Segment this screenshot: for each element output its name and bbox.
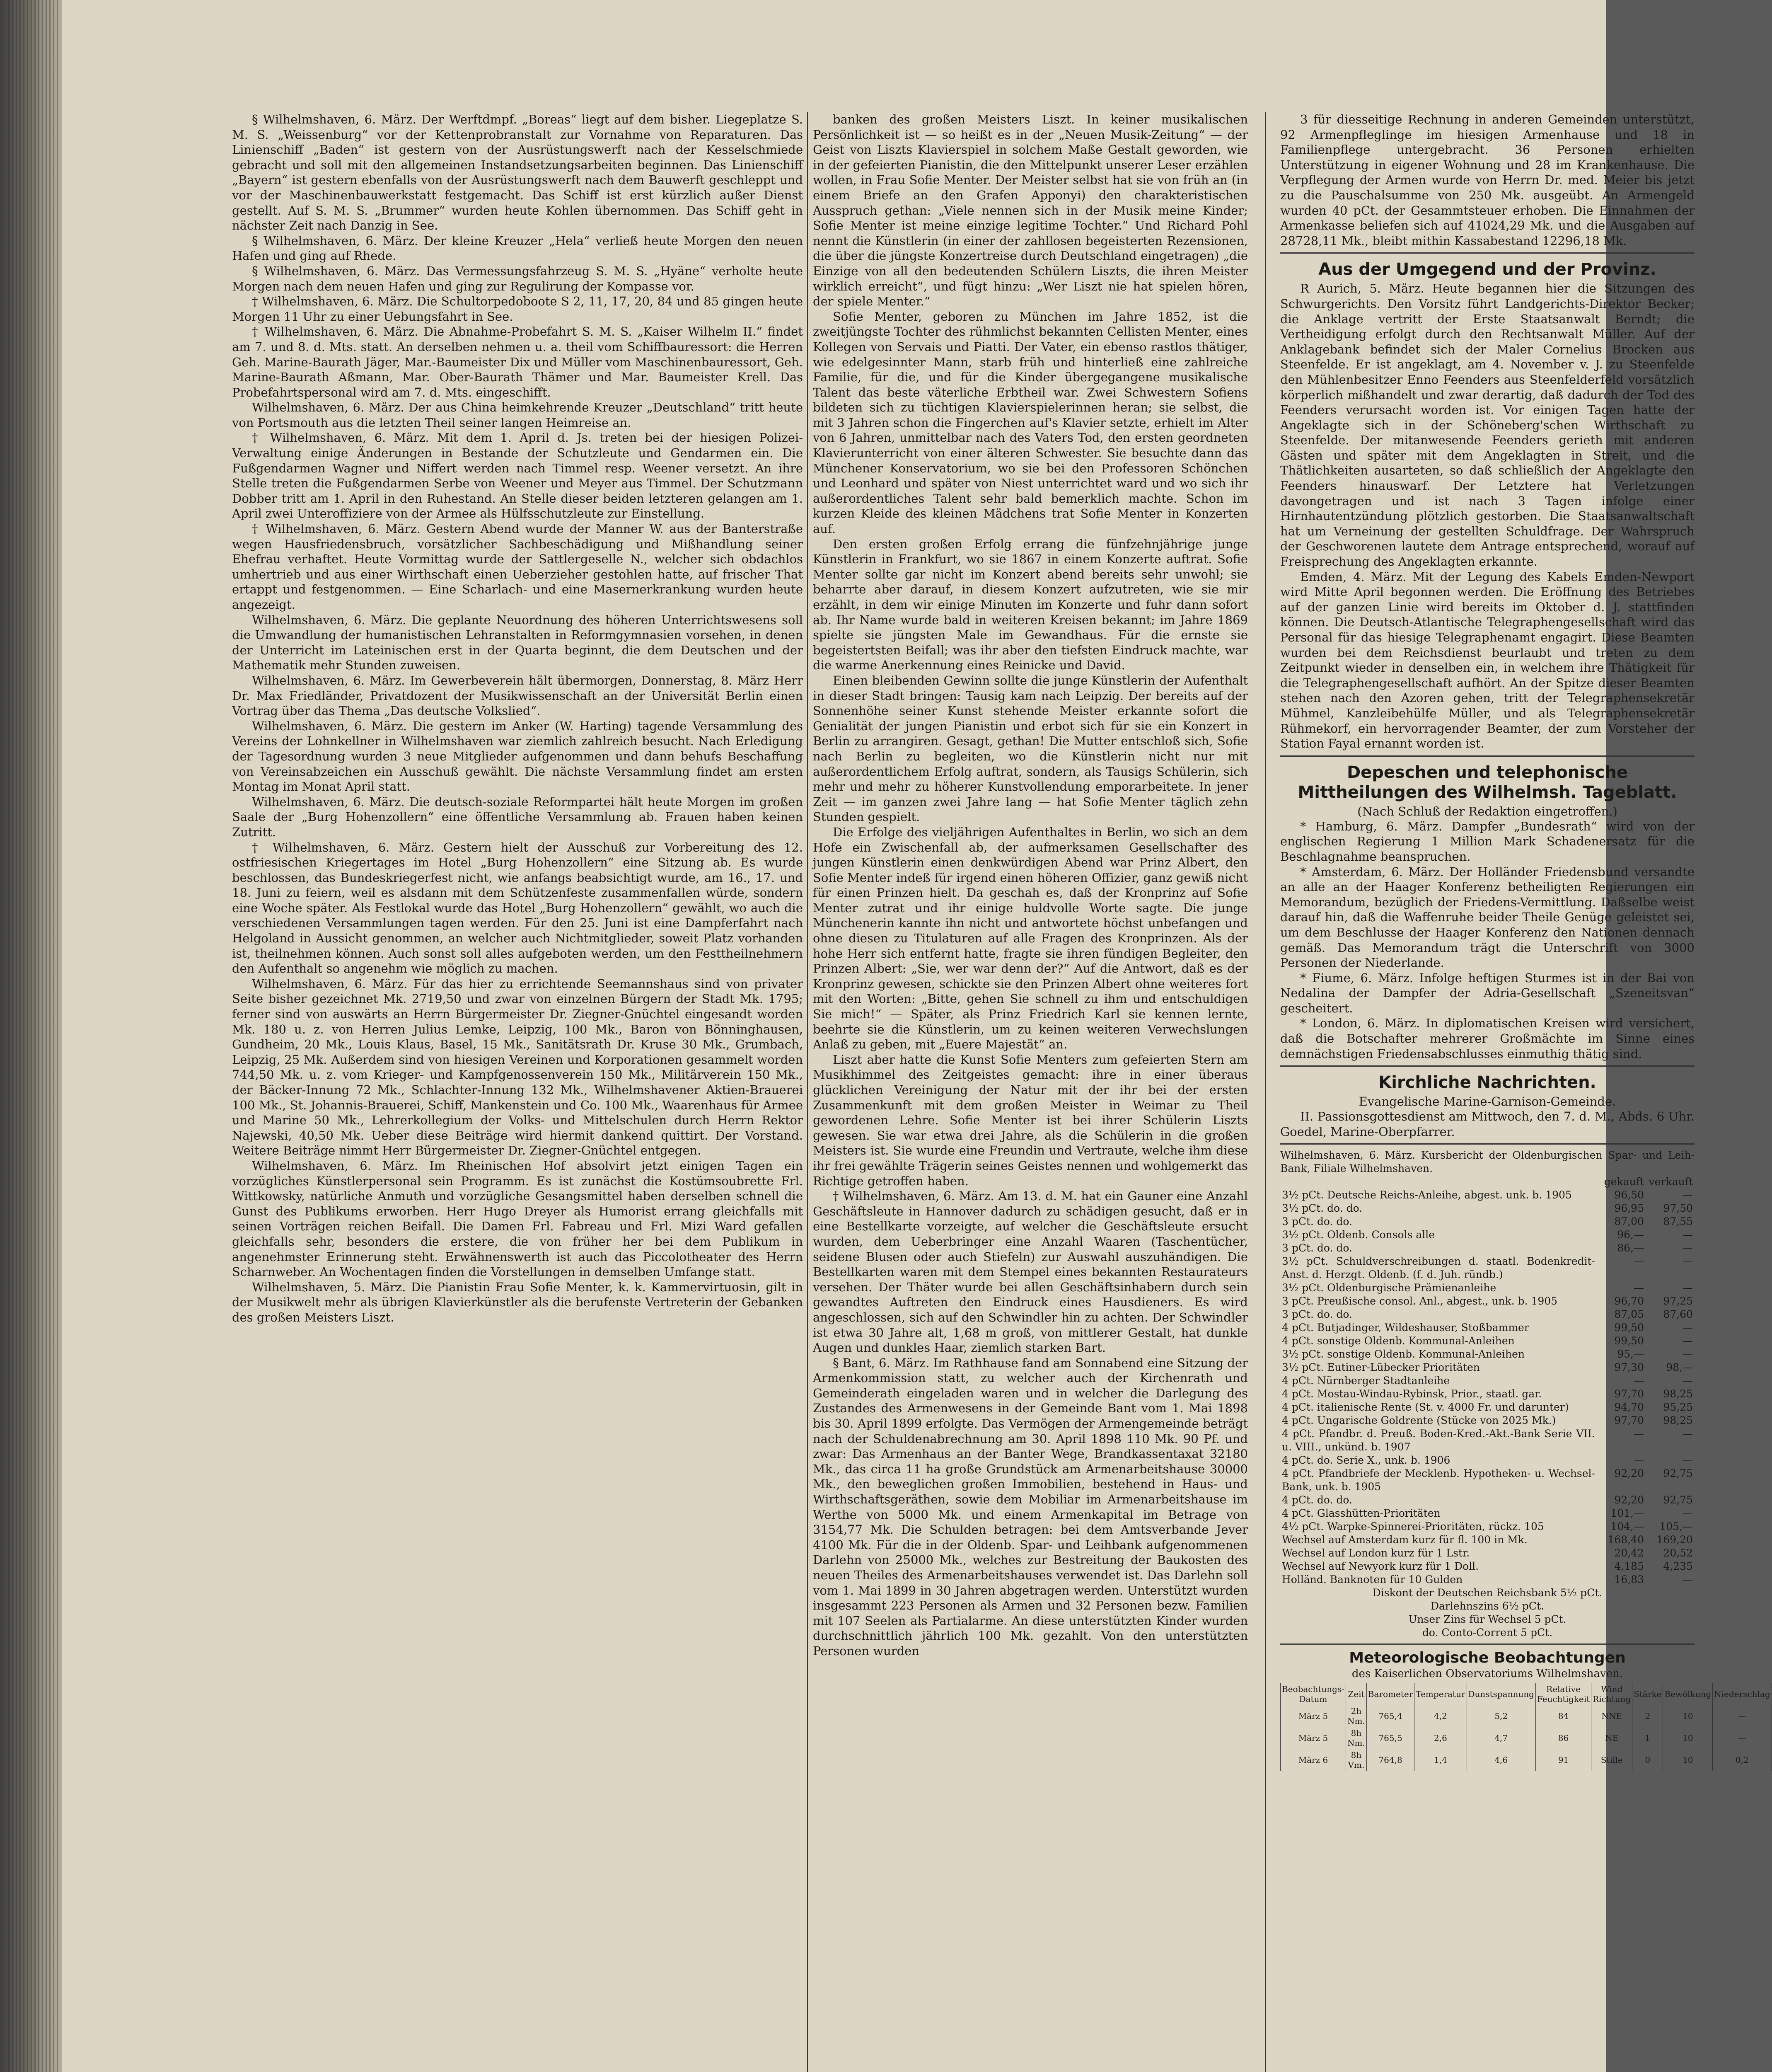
kursbericht-buy: 95,— xyxy=(1617,1348,1644,1360)
meteo-cell: 86 xyxy=(1535,1727,1591,1749)
feuilleton-paragraph: banken des großen Meisters Liszt. In keiner musikalischen Persönlichkeit ist — so heißt es in der „Neuen Musik-Zeitung“ — der Geist von Liszts Klavierspiel in solchem Maße Gestalt geworden, wie in der gefeierten Pianistin, die den Mittelpunkt unserer Leser erzählen wollen, in Frau Sofie Menter. Der Meister selbst hat sie von früh an (in einem Briefe an den Grafen Apponyi) den charakteristischen Ausspruch gethan: „Viele nennen sich in der Musik meine Kinder; Sofie Menter ist meine einzige legitime Tochter.“ Und Richard Pohl nennt die Künstlerin (in einer der zahllosen begeisterten Rezensionen, die über die jüngste Konzertreise durch Deutschland eingetragen) „die Einzige von all den bedeutenden Schülern Liszts, die ihren Meister wirklich erreicht“, und fügt hinzu: „Wer Liszt nie hat spielen hören, der spiele Menter.“ xyxy=(813,112,1248,309)
meteo-header-cell: Wind Richtung xyxy=(1591,1683,1632,1705)
kursbericht-sell: — xyxy=(1683,1428,1693,1440)
meteo-cell: 8h Nm. xyxy=(1346,1727,1367,1749)
kursbericht-sell: 97,50 xyxy=(1663,1202,1693,1215)
meteo-cell: 10 xyxy=(1663,1727,1713,1749)
church-heading: Kirchliche Nachrichten. xyxy=(1378,1073,1596,1092)
kursbericht-sell: 98,— xyxy=(1666,1361,1693,1374)
kursbericht-buy: 86,— xyxy=(1617,1242,1644,1254)
kursbericht-buy: 97,70 xyxy=(1614,1388,1644,1400)
kursbericht-sell: 105,— xyxy=(1659,1520,1693,1533)
news-paragraph: † Wilhelmshaven, 6. März. Die Schultorpedoboote S 2, 11, 17, 20, 84 und 85 gingen heute Morgen 11 Uhr zu einer Uebungsfahrt in See. xyxy=(232,294,803,324)
meteo-cell: — xyxy=(1713,1727,1772,1749)
kursbericht-label: 3½ pCt. Eutiner-Lübecker Prioritäten xyxy=(1282,1361,1480,1374)
meteo-cell: März 6 xyxy=(1281,1749,1346,1771)
kursbericht-header-cell xyxy=(1280,1175,1597,1188)
kursbericht-sell: — xyxy=(1683,1573,1693,1586)
meteo-cell: 0,2 xyxy=(1713,1749,1772,1771)
kursbericht-sell: — xyxy=(1683,1255,1693,1268)
armen-continuation: 3 für diesseitige Rechnung in anderen Gemeinden unterstützt, 92 Armenpfleglinge im hiesigen Armenhause und 18 in Familienpflege untergebracht. 36 Personen erhielten Unterstützung in eigener Wohnung und 28 im Krankenhause. Die Verpflegung der Armen wurde von Herrn Dr. med. Meier bis jetzt zu die Pauschalsumme von 250 Mk. ausgeübt. An Armengeld wurden 40 pCt. der Gesammtsteuer erhoben. Die Einnahmen der Armenkasse beliefen sich auf 41024,29 Mk. und die Ausgaben auf 28728,11 Mk., bleibt mithin Kassabestand 12296,18 Mk. xyxy=(1280,112,1695,248)
meteo-cell: 764,8 xyxy=(1366,1749,1414,1771)
newspaper-page xyxy=(62,0,1770,2072)
depesche-paragraph: * Amsterdam, 6. März. Der Holländer Friedensbund versandte an alle an der Haager Konferenz betheiligten Regierungen ein Memorandum, bezüglich der Friedens-Vermittlung. Daßselbe weist darauf hin, daß die Waffenruhe beider Theile Genüge geleistet sei, um dem Beschlusse der Haager Konferenz den Nationen dennach gemäß. Das Memorandum trägt die Unterschrift von 3000 Personen der Niederlande. xyxy=(1280,864,1695,970)
depeschen-list xyxy=(1280,819,1695,1062)
kursbericht-label: 3 pCt. do. do. xyxy=(1282,1215,1352,1228)
kursbericht-label: 4 pCt. Pfandbriefe der Mecklenb. Hypotheken- u. Wechsel-Bank, unk. b. 1905 xyxy=(1282,1467,1595,1493)
kursbericht-buy: — xyxy=(1634,1454,1644,1467)
region-paragraph: Emden, 4. März. Mit der Legung des Kabels Emden-Newport wird Mitte April begonnen werden. Die Eröffnung des Betriebes auf der ganzen Linie wird bereits im Oktober d. J. stattfinden können. Die Deutsch-Atlantische Telegraphengesellschaft wird das Personal für das hiesige Telegraphenamt engagirt. Diese Beamten wurden bei dem Reichsdienst beurlaubt und treten zu dem Zeitpunkt wieder in denselben ein, in welchem ihre Thätigkeit für die Telegraphengesellschaft aufhört. An der Spitze dieser Beamten stehen nach den Azoren gehen, tritt der Telegraphensekretär Mühmel, Kanzleibehülfe Müller, und als Telegraphensekretär Rühmekorf, ein hervorragender Beamter, der zum Vorsteher der Station Fayal ernannt worden ist. xyxy=(1280,569,1695,751)
news-paragraph: Wilhelmshaven, 6. März. Die deutsch-soziale Reformpartei hält heute Morgen im großen Saale der „Burg Hohenzollern“ eine öffentliche Versammlung ab. Frauen haben keinen Zutritt. xyxy=(232,794,803,839)
kursbericht-row xyxy=(1280,1281,1695,1295)
kursbericht-buy: 101,— xyxy=(1610,1507,1644,1520)
kursbericht-label: 4 pCt. Mostau-Windau-Rybinsk, Prior., staatl. gar. xyxy=(1282,1388,1542,1400)
church-subheading: Evangelische Marine-Garnison-Gemeinde. xyxy=(1359,1094,1616,1109)
kursbericht-sell: — xyxy=(1683,1348,1693,1360)
kursbericht-footer-line: Darlehnszins 6½ pCt. xyxy=(1431,1600,1544,1612)
meteo-cell: 84 xyxy=(1535,1705,1591,1727)
kursbericht-buy: 4,185 xyxy=(1614,1560,1644,1573)
kursbericht-header-cell: verkauft xyxy=(1649,1176,1693,1188)
kursbericht-buy: 99,50 xyxy=(1614,1335,1644,1347)
meteo-heading: Meteorologische Beobachtungen xyxy=(1349,1649,1626,1667)
meteo-table xyxy=(1280,1683,1772,1771)
kursbericht-label: 4 pCt. Nürnberger Stadtanleihe xyxy=(1282,1375,1450,1387)
kursbericht-sell: — xyxy=(1683,1282,1693,1294)
kursbericht-label: 4 pCt. italienische Rente (St. v. 4000 Fr. und darunter) xyxy=(1282,1401,1569,1414)
kursbericht-row xyxy=(1280,1361,1695,1374)
feuilleton-paragraph: Liszt aber hatte die Kunst Sofie Menters zum gefeierten Stern am Musikhimmel des Zeitgeistes gemacht: ihre in einer überaus glücklichen Vereinigung der Natur mit der ihr bei der ersten Zusammenkunft mit dem großen Meister in Weimar zu Theil gewordenen Lehre. Sofie Menter ist bei ihrer Schülerin Liszts gewesen. Sie war etwa drei Jahre, als die Schülerin in die großen Meisters ist. Sie wurde eine Freundin und Vertraute, welche ihm diese ihr frei gewählte Trägerin seines Geistes nennen und wohlgemerkt das Richtige getroffen haben. xyxy=(813,1052,1248,1188)
meteo-cell: 2 xyxy=(1632,1705,1663,1727)
meteo-cell: 10 xyxy=(1663,1749,1713,1771)
news-paragraph: Wilhelmshaven, 6. März. Der aus China heimkehrende Kreuzer „Deutschland“ tritt heute von Portsmouth aus die letzten Theil seiner langen Heimreise an. xyxy=(232,400,803,430)
news-paragraph: Wilhelmshaven, 6. März. Die geplante Neuordnung des höheren Unterrichtswesens soll die Umwandlung der humanistischen Lehranstalten in Reformgymnasien vorsehen, in denen der Unterricht im Lateinischen erst in der Quarta beginnt, die dem Deutschen und der Mathematik mehr Stunden zuweisen. xyxy=(232,612,803,673)
kursbericht-label: 4 pCt. Glasshütten-Prioritäten xyxy=(1282,1507,1441,1520)
meteo-subheading: des Kaiserlichen Observatoriums Wilhelmshaven. xyxy=(1351,1668,1623,1680)
kursbericht-row xyxy=(1280,1573,1695,1586)
region-news xyxy=(1280,281,1695,751)
kursbericht-buy: — xyxy=(1634,1428,1644,1440)
depesche-paragraph: * Hamburg, 6. März. Dampfer „Bundesrath“ wird von der englischen Regierung 1 Million Mark Schadenersatz für die Beschlagnahme beanspruchen. xyxy=(1280,819,1695,864)
meteo-cell: 765,5 xyxy=(1366,1727,1414,1749)
kursbericht-footer xyxy=(1280,1586,1695,1639)
meteo-cell: 5,2 xyxy=(1467,1705,1535,1727)
kursbericht-label: 3½ pCt. Schuldverschreibungen d. staatl. Bodenkredit-Anst. d. Herzgt. Oldenb. (f. d. Juh. ründb.) xyxy=(1282,1255,1595,1281)
kursbericht-row xyxy=(1280,1202,1695,1215)
kursbericht-row xyxy=(1280,1507,1695,1520)
meteo-cell: 0 xyxy=(1632,1749,1663,1771)
kursbericht-label: 4 pCt. do. do. xyxy=(1282,1494,1352,1506)
kursbericht-buy: — xyxy=(1634,1375,1644,1387)
kursbericht-sell: — xyxy=(1683,1454,1693,1467)
kursbericht-buy: 96,70 xyxy=(1614,1295,1644,1307)
kursbericht-label: 4 pCt. Butjadinger, Wildeshauser, Stoßbammer xyxy=(1282,1322,1529,1334)
meteo-header-cell: Temperatur xyxy=(1414,1683,1467,1705)
meteo-header-cell: Relative Feuchtigkeit xyxy=(1535,1683,1591,1705)
depeschen-heading: Depeschen und telephonische Mittheilungen des Wilhelmsh. Tageblatt. xyxy=(1298,762,1677,802)
kursbericht-row xyxy=(1280,1242,1695,1255)
meteo-cell: 765,4 xyxy=(1366,1705,1414,1727)
meteo-cell: 8h Vm. xyxy=(1346,1749,1367,1771)
kursbericht-buy: 99,50 xyxy=(1614,1322,1644,1334)
section-rule xyxy=(1280,1065,1695,1067)
kursbericht-label: Wechsel auf London kurz für 1 Lstr. xyxy=(1282,1547,1470,1559)
kursbericht-label: 4 pCt. do. Serie X., unk. b. 1906 xyxy=(1282,1454,1450,1467)
kursbericht-sell: — xyxy=(1683,1322,1693,1334)
section-rule xyxy=(1280,1644,1695,1645)
news-paragraph: Wilhelmshaven, 6. März. Im Rheinischen Hof absolvirt jetzt einigen Tagen ein vorzügliches Künstlerpersonal sein Programm. Es ist zunächst die Kostümsoubrette Frl. Wittkowsky, natürliche Anmuth und vorzügliche Gesangsmittel haben derselben schnell die Gunst des Publikums erworben. Herr Hugo Dreyer als Humorist errang gleichfalls mit seinen Vorträgen reichen Beifall. Die Damen Frl. Fabreau und Frl. Mizi Ward gefallen gleichfalls sehr, besonders die erstere, die von früher her bei dem Publikum in angenehmster Erinnerung steht. Erwähnenswerth ist auch das Piccolotheater des Herrn Scharnweber. An Wochentagen finden die Vorstellungen in demselben Umfange statt. xyxy=(232,1158,803,1279)
kursbericht-buy: 92,20 xyxy=(1614,1467,1644,1480)
meteo-cell: 4,2 xyxy=(1414,1705,1467,1727)
meteo-header-cell: Dunstspannung xyxy=(1467,1683,1535,1705)
column-feuilleton xyxy=(813,112,1248,2072)
kursbericht-header-row xyxy=(1280,1175,1695,1188)
meteo-header-cell: Bewölkung xyxy=(1663,1683,1713,1705)
news-paragraph: † Wilhelmshaven, 6. März. Gestern hielt der Ausschuß zur Vorbereitung des 12. ostfriesischen Kriegertages im Hotel „Burg Hohenzollern“ eine Sitzung ab. Es wurde beschlossen, das Bundeskriegerfest nicht, wie anfangs beabsichtigt wurde, am 16., 17. und 18. Juni zu feiern, weil es alsdann mit dem Schützenfeste zusammenfallen würde, sondern eine Woche später. Als Festlokal wurde das Hotel „Burg Hohenzollern“ gewählt, wo auch die verschiedenen Versammlungen tagen werden. Für den 25. Juni ist eine Dampferfahrt nach Helgoland in Aussicht genommen, an welcher auch Nichtmitglieder, soweit Platz vorhanden ist, theilnehmen können. Auch sonst soll alles aufgeboten werden, um den Festtheilnehmern den Aufenthalt so angenehm wie möglich zu machen. xyxy=(232,840,803,976)
meteo-cell: März 5 xyxy=(1281,1727,1346,1749)
depeschen-subheading: (Nach Schluß der Redaktion eingetroffen.) xyxy=(1357,804,1617,818)
kursbericht-sell: 97,25 xyxy=(1663,1295,1693,1307)
column-rule xyxy=(807,112,808,2072)
meteo-row xyxy=(1281,1705,1772,1727)
kursbericht-label: Wechsel auf Amsterdam kurz für fl. 100 in Mk. xyxy=(1282,1534,1528,1546)
kursbericht-buy: 96,50 xyxy=(1614,1189,1644,1201)
news-paragraph: Wilhelmshaven, 5. März. Die Pianistin Frau Sofie Menter, k. k. Kammervirtuosin, gilt in der Musikwelt mehr als übrigen Klavierkünstler als die berufenste Vertreterin der Gebanken des großen Meisters Liszt. xyxy=(232,1280,803,1324)
meteo-row xyxy=(1281,1749,1772,1771)
kursbericht-buy: 16,83 xyxy=(1614,1573,1644,1586)
kursbericht-label: 3½ pCt. Oldenb. Consols alle xyxy=(1282,1229,1435,1241)
feuilleton-paragraph: § Bant, 6. März. Im Rathhause fand am Sonnabend eine Sitzung der Armenkommission statt, zu welcher auch der Kirchenrath und Gemeinderath eingeladen waren und in welcher die Darlegung des Zustandes des Armenwesens in der Gemeinde Bant vom 1. Mai 1898 bis 30. April 1899 erfolgte. Das Vermögen der Armengemeinde beträgt nach der Schuldenabrechnung am 30. April 1898 110 Mk. 90 Pf. und zwar: Das Armenhaus an der Banter Wege, Brandkassentaxat 32180 Mk., das circa 11 ha große Grundstück am Armenarbeitshause 30000 Mk., den beweglichen großen Immobilien, bestehend in Haus- und Wirthschaftsgeräthen, sowie dem Mobiliar im Armenarbeitshause im Werthe von 5000 Mk. und einem Armenkapital im Betrage von 3154,77 Mk. Die Schulden betragen: bei dem Amtsverbande Jever 4100 Mk. Für die in der Oldenb. Spar- und Leihbank aufgenommenen Darlehn von 25000 Mk., welches zur Bestreitung der Baukosten des neuen Theiles des Armenarbeitshauses verwendet ist. Das Darlehn soll vom 1. Mai 1899 in 30 Jahren abgetragen werden. Unterstützt wurden insgesammt 223 Personen als Armen und 32 Personen bezw. Familien mit 107 Seelen als Partialarme. An diese unterstützten Kinder wurden durchschnittlich jährlich 100 Mk. gezahlt. Von den unterstützten Personen wurden xyxy=(813,1356,1248,1658)
meteo-cell: NE xyxy=(1591,1727,1632,1749)
kursbericht-footer-line: Unser Zins für Wechsel 5 pCt. xyxy=(1408,1613,1567,1626)
kursbericht-row xyxy=(1280,1348,1695,1361)
kursbericht-label: Wechsel auf Newyork kurz für 1 Doll. xyxy=(1282,1560,1479,1573)
kursbericht-sell: — xyxy=(1683,1189,1693,1201)
kursbericht-header-cell: gekauft xyxy=(1604,1176,1644,1188)
kursbericht-buy: 92,20 xyxy=(1614,1494,1644,1506)
meteo-header-cell: Niederschlag xyxy=(1713,1683,1772,1705)
kursbericht-row xyxy=(1280,1520,1695,1533)
kursbericht-row xyxy=(1280,1308,1695,1321)
kursbericht-row xyxy=(1280,1401,1695,1414)
page-edge-stack xyxy=(0,0,62,2072)
kursbericht-sell: — xyxy=(1683,1242,1693,1254)
section-rule xyxy=(1280,252,1695,254)
kursbericht-label: 3½ pCt. Oldenburgische Prämienanleihe xyxy=(1282,1282,1496,1294)
meteo-header-cell: Zeit xyxy=(1346,1683,1367,1705)
meteo-cell: 4,7 xyxy=(1467,1727,1535,1749)
kursbericht-footer-line: do. Conto-Corrent 5 pCt. xyxy=(1422,1627,1553,1639)
news-paragraph: § Wilhelmshaven, 6. März. Das Vermessungsfahrzeug S. M. S. „Hyäne“ verholte heute Morgen nach dem neuen Hafen und ging zur Regulirung der Kompasse vor. xyxy=(232,264,803,293)
meteo-cell: Stille xyxy=(1591,1749,1632,1771)
meteo-cell: März 5 xyxy=(1281,1705,1346,1727)
section-rule xyxy=(1280,1143,1695,1145)
newspaper-content xyxy=(175,112,1770,2072)
kursbericht-label: 3 pCt. Preußische consol. Anl., abgest., unk. b. 1905 xyxy=(1282,1295,1558,1307)
kursbericht-row xyxy=(1280,1255,1695,1281)
column-local-news xyxy=(232,112,803,2072)
kursbericht-sell: 169,20 xyxy=(1656,1534,1693,1546)
kursbericht-row xyxy=(1280,1215,1695,1228)
kursbericht-buy: 97,70 xyxy=(1614,1414,1644,1427)
kursbericht-row xyxy=(1280,1228,1695,1242)
kursbericht-footer-line: Diskont der Deutschen Reichsbank 5½ pCt. xyxy=(1372,1587,1603,1599)
news-paragraph: † Wilhelmshaven, 6. März. Mit dem 1. April d. Js. treten bei der hiesigen Polizei-Verwaltung einige Änderungen in Bestande der Schutzleute und Gendarmen ein. Die Fußgendarmen Wagner und Niffert werden nach Timmel resp. Weener versetzt. An ihre Stelle treten die Fußgendarmen Serbe von Weener und Meyer aus Timmel. Der Schutzmann Dobber tritt am 1. April in den Ruhestand. An Stelle dieser beiden letzteren gelangen am 1. April zwei Unteroffiziere von der Armee als Hülfsschutzleute zur Einstellung. xyxy=(232,431,803,521)
kursbericht-sell: — xyxy=(1683,1229,1693,1241)
feuilleton-paragraph: Sofie Menter, geboren zu München im Jahre 1852, ist die zweitjüngste Tochter des rühmlichst bekannten Cellisten Menter, eines Kollegen von Servais und Piatti. Der Vater, ein ebenso rastlos thätiger, wie edelgesinnter Mann, starb früh und hinterließ eine zahlreiche Familie, für die, und für die Kinder übergegangene musikalische Talent das beste väterliche Erbtheil war. Zwei Schwestern Sofiens bildeten sich zu tüchtigen Klavierspielerinnen heran; sie selbst, die mit 3 Jahren schon die Fingerchen auf's Klavier setzte, erhielt im Alter von 6 Jahren, unmittelbar nach des Vaters Tod, den ersten geordneten Klavierunterricht von einer älteren Schwester. Sie besuchte dann das Münchener Konservatorium, wo sie bei den Professoren Schönchen und Leonhard und später von Niest unterrichtet ward und wo sich ihr außerordentliches Talent sehr bald bemerklich machte. Schon im kurzen Kleide des kleinen Mädchens trat Sofie Menter in Konzerten auf. xyxy=(813,309,1248,536)
feuilleton-paragraph: Den ersten großen Erfolg errang die fünfzehnjährige junge Künstlerin in Frankfurt, wo sie 1867 in einem Konzerte auftrat. Sofie Menter sollte gar nicht im Konzert abend bereits sehr unwohl; sie beharrte aber darauf, in diesem Konzert aufzutreten, wie sie mir erzählt, in dem wir einige Minuten im Konzerte und fuhr dann sofort ab. Ihr Name wurde bald in weiteren Kreisen bekannt; im Jahre 1869 spielte sie jüngsten Male im Gewandhaus. Für die ernste sie begeistertsten Beifall; was ihr aber den tiefsten Eindruck machte, war die warme Anerkennung eines Reinicke und David. xyxy=(813,537,1248,673)
kursbericht-row xyxy=(1280,1467,1695,1493)
meteo-row xyxy=(1281,1727,1772,1749)
kursbericht-sell: 92,75 xyxy=(1663,1467,1693,1480)
kursbericht-buy: — xyxy=(1634,1282,1644,1294)
meteo-cell: 91 xyxy=(1535,1749,1591,1771)
kursbericht-row xyxy=(1280,1188,1695,1202)
kursbericht-sell: 87,60 xyxy=(1663,1308,1693,1321)
kursbericht-buy: 104,— xyxy=(1610,1520,1644,1533)
region-heading: Aus der Umgegend und der Provinz. xyxy=(1318,260,1656,279)
meteo-cell: 2,6 xyxy=(1414,1727,1467,1749)
church-text: II. Passionsgottesdienst am Mittwoch, den 7. d. M., Abds. 6 Uhr. Goedel, Marine-Oberpfarrer. xyxy=(1280,1109,1695,1139)
meteo-header-cell: Beobachtungs-Datum xyxy=(1281,1683,1346,1705)
kursbericht-row xyxy=(1280,1334,1695,1348)
column-right xyxy=(1280,112,1770,2072)
news-paragraph: Wilhelmshaven, 6. März. Im Gewerbeverein hält übermorgen, Donnerstag, 8. März Herr Dr. Max Friedländer, Privatdozent der Musikwissenschaft an der Universität Berlin einen Vortrag über das Thema „Das deutsche Volkslied“. xyxy=(232,673,803,718)
kursbericht-buy: 87,00 xyxy=(1614,1215,1644,1228)
feuilleton-paragraph: Die Erfolge des vieljährigen Aufenthaltes in Berlin, wo sich an dem Hofe ein Zwischenfall ab, der aufmerksamen Gesellschafter des jungen Künstlerin einen denkwürdigen Abend war Prinz Albert, den Sofie Menter indeß für irgend einen höheren Offizier, ganz gewiß nicht für einen Prinzen hielt. Da geschah es, daß der Kronprinz auf Sofie Menter zutrat und ihr einige huldvolle Worte sagte. Die junge Münchenerin kannte ihn nicht und antwortete höchst unbefangen und ohne diesen zu Titulaturen auf alle Fragen des Kronprinzen. Als der hohe Herr sich entfernt hatte, fragte sie ihren fündigen Begleiter, den Prinzen Albert: „Sie, wer war denn der?“ Auf die Antwort, daß es der Kronprinz gewesen, schickte sie den Prinzen Albert ohne weiteres fort mit den Worten: „Bitte, gehen Sie schnell zu ihm und entschuldigen Sie mich!“ — Später, als Prinz Friedrich Karl sie kennen lernte, beehrte sie die Künstlerin, um zu keinen weiteren Verwechslungen Anlaß zu geben, mit „Euere Majestät“ an. xyxy=(813,825,1248,1052)
kursbericht-row xyxy=(1280,1414,1695,1427)
meteo-cell: — xyxy=(1713,1705,1772,1727)
kursbericht-label: Holländ. Banknoten für 10 Gulden xyxy=(1282,1573,1463,1586)
kursbericht-buy: 96,95 xyxy=(1614,1202,1644,1215)
meteo-header-cell: Stärke xyxy=(1632,1683,1663,1705)
news-paragraph: † Wilhelmshaven, 6. März. Gestern Abend wurde der Manner W. aus der Banterstraße wegen Hausfriedensbruch, vorsätzlicher Sachbeschädigung und Mißhandlung seiner Ehefrau verhaftet. Heute Vormittag wurde der Sattlergeselle N., welcher sich obdachlos umhertrieb und aus einer Wirthschaft einen Ueberzieher gestohlen hatte, auf frischer That ertappt und festgenommen. — Eine Scharlach- und eine Masernerkrankung wurden heute angezeigt. xyxy=(232,522,803,612)
kursbericht-label: 4 pCt. Pfandbr. d. Preuß. Boden-Kred.-Akt.-Bank Serie VII. u. VIII., unkünd. b. 1907 xyxy=(1282,1428,1595,1453)
kursbericht-sell: 87,55 xyxy=(1663,1215,1693,1228)
kursbericht-label: 4 pCt. sonstige Oldenb. Kommunal-Anleihen xyxy=(1282,1335,1515,1347)
kursbericht-label: 4½ pCt. Warpke-Spinnerei-Prioritäten, rückz. 105 xyxy=(1282,1520,1544,1533)
kursbericht-buy: 168,40 xyxy=(1608,1534,1644,1546)
kursbericht-row xyxy=(1280,1374,1695,1387)
kursbericht-label: 4 pCt. Ungarische Goldrente (Stücke von 2025 Mk.) xyxy=(1282,1414,1556,1427)
section-rule xyxy=(1280,755,1695,757)
kursbericht-sell: — xyxy=(1683,1375,1693,1387)
news-paragraph: † Wilhelmshaven, 6. März. Die Abnahme-Probefahrt S. M. S. „Kaiser Wilhelm II.“ findet am 7. und 8. d. Mts. statt. An derselben nehmen u. a. theil vom Schiffbauressort: die Herren Geh. Marine-Baurath Jäger, Mar.-Baumeister Dix und Müller vom Maschinenbauressort, Geh. Marine-Baurath Aßmann, Mar. Ober-Baurath Thämer und Mar. Baumeister Krell. Das Probefahrtspersonal wird am 7. d. Mts. eingeschifft. xyxy=(232,324,803,399)
kursbericht-buy: — xyxy=(1634,1255,1644,1268)
kursbericht-intro: Wilhelmshaven, 6. März. Kursbericht der Oldenburgischen Spar- und Leih-Bank, Filiale Wilhelmshaven. xyxy=(1280,1149,1695,1175)
feuilleton-paragraph: † Wilhelmshaven, 6. März. Am 13. d. M. hat ein Gauner eine Anzahl Geschäftsleute in Hannover dadurch zu schädigen gesucht, daß er in eine Bestellkarte vorzeigte, auf welcher die Geschäftsleute ersucht wurden, dem Ueberbringer eine Anzahl Waaren (Taschentücher, seidene Blusen oder auch Stiefeln) zur Auswahl auszuhändigen. Die Bestellkarten waren mit dem Stempel eines bekannten Restaurateurs versehen. Der Thäter wurde bei allen Geschäftsinhabern durch sein gewandtes Auftreten den Eindruck eines Hausdieners. Es wird angeschlossen, sich auf den Schwindler hin zu achten. Der Schwindler ist etwa 30 Jahre alt, 1,68 m groß, von mittlerer Gestalt, hat dunkle Augen und dunkles Haar, ziemlich starken Bart. xyxy=(813,1189,1248,1355)
kursbericht-sell: — xyxy=(1683,1335,1693,1347)
kursbericht-sell: 95,25 xyxy=(1663,1401,1693,1414)
kursbericht-sell: 98,25 xyxy=(1663,1388,1693,1400)
meteo-cell: 2h Nm. xyxy=(1346,1705,1367,1727)
kursbericht-label: 3 pCt. do. do. xyxy=(1282,1308,1352,1321)
news-paragraph: Wilhelmshaven, 6. März. Die gestern im Anker (W. Harting) tagende Versammlung des Vereins der Lohnkellner in Wilhelmshaven war ziemlich zahlreich besucht. Nach Erledigung der Tagesordnung wurden 3 neue Mitglieder aufgenommen und dann behufs Beschaffung von Vereinsabzeichen ein Ausschuß gewählt. Die nächste Versammlung findet am ersten Montag im Monat April statt. xyxy=(232,719,803,794)
kursbericht-sell: 20,52 xyxy=(1663,1547,1693,1559)
kursbericht-table xyxy=(1280,1175,1695,1586)
meteo-cell: 1,4 xyxy=(1414,1749,1467,1771)
meteo-cell: 10 xyxy=(1663,1705,1713,1727)
kursbericht-sell: 92,75 xyxy=(1663,1494,1693,1506)
kursbericht-buy: 87,05 xyxy=(1614,1308,1644,1321)
kursbericht-buy: 94,70 xyxy=(1614,1401,1644,1414)
kursbericht-label: 3½ pCt. sonstige Oldenb. Kommunal-Anleihen xyxy=(1282,1348,1525,1360)
kursbericht-row xyxy=(1280,1560,1695,1573)
kursbericht-sell: 4,235 xyxy=(1663,1560,1693,1573)
kursbericht-label: 3½ pCt. do. do. xyxy=(1282,1202,1363,1215)
meteo-header-cell: Barometer xyxy=(1366,1683,1414,1705)
region-paragraph: R Aurich, 5. März. Heute begannen hier die Sitzungen des Schwurgerichts. Den Vorsitz führt Landgerichts-Direktor Becker; die Anklage vertritt der Erste Staatsanwalt Berndt; die Vertheidigung erfolgt durch den Rechtsanwalt Müller. Auf der Anklagebank befindet sich der Maler Cornelius Brocken aus Steenfelde. Er ist angeklagt, am 4. November v. J. zu Steenfelde den Mühlenbesitzer Enno Feenders aus Steenfelderfeld vorsätzlich körperlich mißhandelt und zwar derartig, daß dadurch der Tod des Feenders verursacht worden ist. Vor einigen Tagen hatte der Angeklagte sich in der Schöneberg'schen Wirthschaft zu Steenfelde. Der mitanwesende Feenders gerieth mit anderen Gästen und später mit dem Angeklagten in Streit, und die Thätlichkeiten ausarteten, so daß schließlich der Angeklagte den Feenders hinauswarf. Der Letztere hat Verletzungen davongetragen und ist nach 3 Tagen infolge einer Hirnhautentzündung plötzlich gestorben. Die Staatsanwaltschaft hat um Verneinung der gestellten Schuldfrage. Der Wahrspruch der Geschworenen lautete dem Antrage entsprechend, worauf auf Freisprechung des Angeklagten erkannte. xyxy=(1280,281,1695,569)
kursbericht-row xyxy=(1280,1427,1695,1454)
meteo-cell: 1 xyxy=(1632,1727,1663,1749)
depesche-paragraph: * London, 6. März. In diplomatischen Kreisen wird versichert, daß die Botschafter mehrerer Großmächte im Sinne eines demnächstigen Friedensabschlusses einmuthig thätig sind. xyxy=(1280,1016,1695,1061)
kursbericht-row xyxy=(1280,1387,1695,1401)
kursbericht-sell: 98,25 xyxy=(1663,1414,1693,1427)
column-rule xyxy=(1265,112,1266,2072)
kursbericht-buy: 20,42 xyxy=(1614,1547,1644,1559)
news-paragraph: § Wilhelmshaven, 6. März. Der Werftdmpf. „Boreas“ liegt auf dem bisher. Liegeplatze S. M. S. „Weissenburg“ vor der Kettenprobranstalt zur Vornahme von Reparaturen. Das Linienschiff „Baden“ ist gestern von der Ausrüstungswerft nach der Kesselschmiede gebracht und soll mit den allgemeinen Instandsetzungsarbeiten beginnen. Das Linienschiff „Bayern“ ist gestern ebenfalls von der Ausrüstungswerft nach dem Bauwerft geschleppt und vor der Maschinenbauwerkstatt festgemacht. Das Schiff ist erst kürzlich außer Dienst gestellt. Auf S. M. S. „Brummer“ wurden heute Kohlen übernommen. Das Schiff geht in nächster Zeit nach Danzig in See. xyxy=(232,112,803,233)
kursbericht-row xyxy=(1280,1454,1695,1467)
kursbericht-row xyxy=(1280,1547,1695,1560)
kursbericht-row xyxy=(1280,1493,1695,1507)
news-paragraph: § Wilhelmshaven, 6. März. Der kleine Kreuzer „Hela“ verließ heute Morgen den neuen Hafen und ging auf Rhede. xyxy=(232,233,803,263)
depesche-paragraph: * Fiume, 6. März. Infolge heftigen Sturmes ist in der Bai von Nedalina der Dampfer der Adria-Gesellschaft „Szeneitsvan“ gescheitert. xyxy=(1280,971,1695,1015)
kursbericht-row xyxy=(1280,1533,1695,1547)
page-edge-lines xyxy=(8,0,58,2072)
kursbericht-buy: 97,30 xyxy=(1614,1361,1644,1374)
news-paragraph: Wilhelmshaven, 6. März. Für das hier zu errichtende Seemannshaus sind von privater Seite bisher gezeichnet Mk. 2719,50 und zwar von einzelnen Bürgern der Stadt Mk. 1795; ferner sind von auswärts an Herrn Bürgermeister Dr. Ziegner-Gnüchtel eingesandt worden Mk. 180 u. z. von Herren Julius Lemke, Leipzig, 100 Mk., Baron von Bönninghausen, Gundheim, 20 Mk., Louis Klaus, Basel, 15 Mk., Sanitätsrath Dr. Kruse 30 Mk., Grumbach, Leipzig, 25 Mk. Außerdem sind von hiesigen Vereinen und Korporationen gesammelt worden 744,50 Mk. u. z. vom Krieger- und Kampfgenossenverein 150 Mk., Militärverein 150 Mk., der Bäcker-Innung 72 Mk., Schlachter-Innung 132 Mk., Wilhelmshavener Aktien-Brauerei 100 Mk., St. Johannis-Brauerei, Schiff, Mankenstein und Co. 100 Mk., Waarenhaus für Armee und Marine 50 Mk., Lehrerkollegium der Volks- und Mittelschulen durch Herrn Rektor Najewski, 40,50 Mk. Ueber diese Beiträge wird hiermit dankend quittirt. Der Vorstand. Weitere Beiträge nimmt Herr Bürgermeister Dr. Ziegner-Gnüchtel entgegen. xyxy=(232,976,803,1158)
feuilleton-paragraph: Einen bleibenden Gewinn sollte die junge Künstlerin der Aufenthalt in dieser Stadt bringen: Tausig kam nach Leipzig. Der bereits auf der Sonnenhöhe seiner Kunst stehende Meister erkannte sofort die Genialität der jungen Pianistin und erbot sich für sie ein Konzert in Berlin zu arrangiren. Gesagt, gethan! Die Mutter entschloß sich, Sofie nach Berlin zu begleiten, wo die Künstlerin nicht nur mit außerordentlichem Erfolg auftrat, sondern, als Tausigs Schülerin, sich mehr und mehr zu höherer Kunstvollendung emporarbeitete. In jener Zeit — im ganzen zwei Jahre lang — hat Sofie Menter täglich zehn Stunden gespielt. xyxy=(813,673,1248,824)
meteo-cell: 4,6 xyxy=(1467,1749,1535,1771)
kursbericht-label: 3 pCt. do. do. xyxy=(1282,1242,1352,1254)
kursbericht-label: 3½ pCt. Deutsche Reichs-Anleihe, abgest. unk. b. 1905 xyxy=(1282,1189,1572,1201)
kursbericht-row xyxy=(1280,1295,1695,1308)
meteo-cell: NNE xyxy=(1591,1705,1632,1727)
kursbericht-sell: — xyxy=(1683,1507,1693,1520)
kursbericht-row xyxy=(1280,1321,1695,1334)
kursbericht-buy: 96,— xyxy=(1617,1229,1644,1241)
